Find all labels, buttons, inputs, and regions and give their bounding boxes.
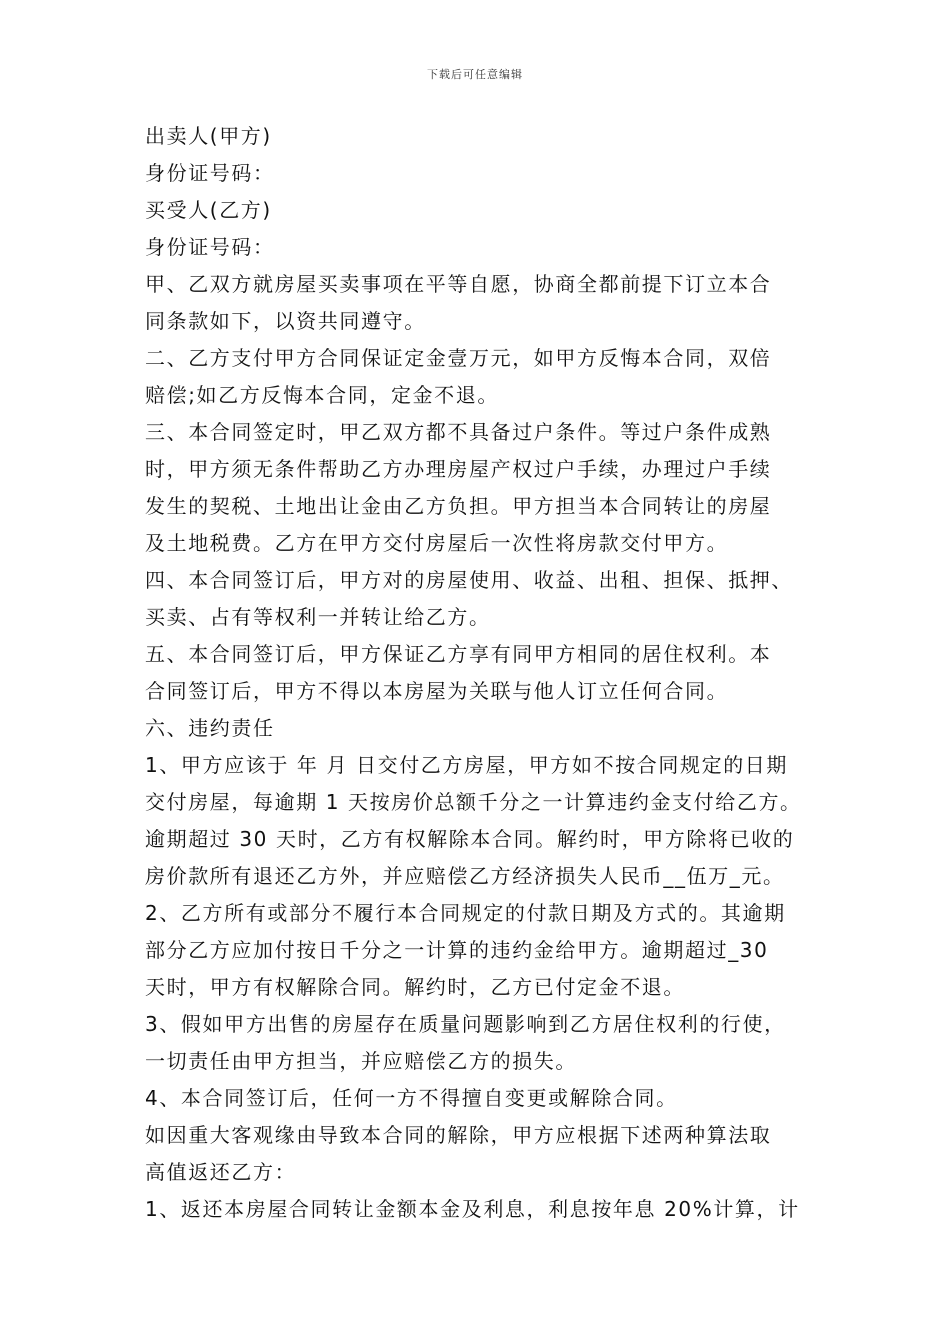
text-line: 高值返还乙方：: [145, 1160, 297, 1184]
text-line: 时，甲方须无条件帮助乙方办理房屋产权过户手续，办理过户手续: [145, 457, 772, 481]
text-line: 买受人(乙方): [145, 198, 272, 222]
text-line: 3、假如甲方出售的房屋存在质量问题影响到乙方居住权利的行使，: [145, 1012, 786, 1036]
text-line: 出卖人(甲方): [145, 124, 272, 148]
text-line: 身份证号码：: [145, 235, 275, 259]
text-line: 逾期超过 30 天时，乙方有权解除本合同。解约时，甲方除将已收的: [145, 827, 795, 851]
text-line: 及土地税费。乙方在甲方交付房屋后一次性将房款交付甲方。: [145, 531, 729, 555]
text-line: 赔偿;如乙方反悔本合同，定金不退。: [145, 383, 499, 407]
text-line: 身份证号码：: [145, 161, 275, 185]
text-line: 一切责任由甲方担当，并应赔偿乙方的损失。: [145, 1049, 577, 1073]
text-line: 天时，甲方有权解除合同。解约时，乙方已付定金不退。: [145, 975, 685, 999]
text-line: 交付房屋，每逾期 1 天按房价总额千分之一计算违约金支付给乙方。: [145, 790, 802, 814]
text-line: 同条款如下，以资共同遵守。: [145, 309, 426, 333]
text-line: 如因重大客观缘由导致本合同的解除，甲方应根据下述两种算法取: [145, 1123, 772, 1147]
text-line: 部分乙方应加付按日千分之一计算的违约金给甲方。逾期超过_30: [145, 938, 769, 962]
text-line: 四、本合同签订后，甲方对的房屋使用、收益、出租、担保、抵押、: [145, 568, 793, 592]
text-line: 甲、乙双方就房屋买卖事项在平等自愿，协商全都前提下订立本合: [145, 272, 772, 296]
text-line: 发生的契税、土地出让金由乙方负担。甲方担当本合同转让的房屋: [145, 494, 772, 518]
text-line: 4、本合同签订后，任何一方不得擅自变更或解除合同。: [145, 1086, 678, 1110]
text-line: 1、返还本房屋合同转让金额本金及利息，利息按年息 20%计算，计: [145, 1197, 800, 1221]
text-line: 三、本合同签定时，甲乙双方都不具备过户条件。等过户条件成熟: [145, 420, 772, 444]
header-note: 下载后可任意编辑: [427, 68, 523, 81]
text-line: 房价款所有退还乙方外，并应赔偿乙方经济损失人民币__伍万_元。: [145, 864, 785, 888]
text-line: 二、乙方支付甲方合同保证定金壹万元，如甲方反悔本合同，双倍: [145, 346, 772, 370]
text-line: 2、乙方所有或部分不履行本合同规定的付款日期及方式的。其逾期: [145, 901, 786, 925]
text-line: 1、甲方应该于 年 月 日交付乙方房屋，甲方如不按合同规定的日期: [145, 753, 788, 777]
text-line: 合同签订后，甲方不得以本房屋为关联与他人订立任何合同。: [145, 679, 729, 703]
text-line: 买卖、占有等权利一并转让给乙方。: [145, 605, 491, 629]
contract-body: [145, 118, 815, 1228]
text-line: 六、违约责任: [145, 716, 275, 740]
text-line: 五、本合同签订后，甲方保证乙方享有同甲方相同的居住权利。本: [145, 642, 772, 666]
